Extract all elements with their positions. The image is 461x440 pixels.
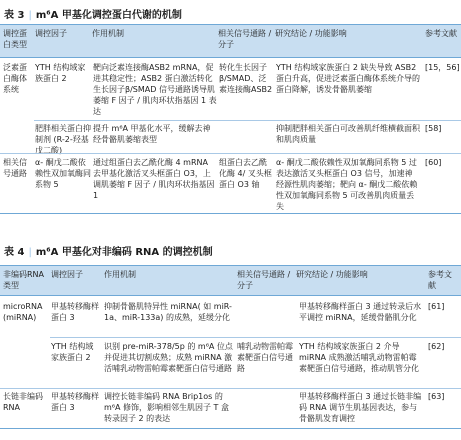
- table-3-row-1-type: 泛素蛋白酶体系统: [3, 63, 27, 94]
- table-3-bottom-rule: [0, 213, 461, 214]
- table-3-row-3-pathway: 组蛋白去乙酰化酶 4/ 叉头框蛋白 O3 轴: [219, 158, 272, 189]
- table-3-row-3-reference: [60]: [425, 158, 442, 167]
- row-divider: [50, 337, 461, 338]
- table-3-number: 表 3: [4, 10, 25, 21]
- table-4-row-2-mechanism: 识别 pre-miR-378/5p 的 m⁶A 位点并促进其切割成熟；成熟 miRNA 激活哺乳动物雷帕霉素靶蛋白信号通路: [104, 342, 233, 373]
- row-divider: [0, 153, 461, 154]
- header-conclusion: 研究结论 / 功能影响: [296, 270, 368, 279]
- header-mechanism: 作用机制: [104, 270, 136, 279]
- table-3-row-1-conclusion: YTH 结构域家族蛋白 2 缺失导致 ASB2 蛋白升高，促进泛素蛋白酶体系统介导的蛋白降解，诱发骨骼肌萎缩: [276, 63, 420, 94]
- table-3-caption: m⁶A 甲基化调控蛋白代谢的机制: [35, 10, 182, 21]
- table-3-row-3-type: 相关信号通路: [3, 158, 27, 178]
- table-4-header: [0, 265, 461, 296]
- table-4-row-3-conclusion: 甲基转移酶样蛋白 3 通过长链非编码 RNA 调节生肌基因表达，参与骨骼肌发育调控: [299, 392, 422, 423]
- table-4-row-2-pathway: 哺乳动物雷帕霉素靶蛋白信号通路: [237, 342, 293, 373]
- table-4-row-1-type: microRNA (miRNA): [3, 302, 43, 322]
- table-4-row-3-mechanism: 调控长链非编码 RNA Brip1os 的 m⁶A 修饰，影响相邻生肌因子 T 盒转录因子 2 的表达: [104, 392, 229, 423]
- table-3-row-1-reference: [15，56]: [425, 63, 460, 72]
- table-4-row-2-regulator: YTH 结构域家族蛋白 2: [51, 342, 94, 362]
- table-4-row-3-reference: [63]: [428, 392, 445, 401]
- table-3-row-2-conclusion: 抑制肥胖相关蛋白可改善肌纤维横截面积和肌肉质量: [276, 124, 420, 144]
- header-reference: 参考文献: [428, 270, 452, 290]
- table-4-title: 表 4 | m⁶A 甲基化对非编码 RNA 的调控机制: [4, 247, 213, 258]
- table-4-row-1-reference: [61]: [428, 302, 445, 311]
- header-regulator: 调控因子: [51, 270, 83, 279]
- table-4-row-1-regulator: 甲基转移酶样蛋白 3: [51, 302, 99, 322]
- table-4-row-1-conclusion: 甲基转移酶样蛋白 3 通过转录后水平调控 miRNA，延缓骨骼肌分化: [299, 302, 422, 322]
- header-ncrna-type: 非编码RNA 类型: [3, 270, 45, 290]
- table-3-row-3-regulator: α- 酮戊二酸依赖性双加氧酶同系物 5: [35, 158, 91, 189]
- table-3-header: [0, 24, 461, 58]
- header-reference: 参考文献: [425, 29, 457, 38]
- table-4-row-3-regulator: 甲基转移酶样蛋白 3: [51, 392, 99, 412]
- table-4-row-2-conclusion: YTH 结构域家族蛋白 2 介导 miRNA 成熟激活哺乳动物雷帕霉素靶蛋白信号通路，推动肌管分化: [299, 342, 419, 373]
- table-3-row-1-mechanism: 靶向泛素连接酶ASB2 mRNA，促进其稳定性；ASB2 蛋白激活转化生长因子β/SMAD 信号通路诱导肌萎缩 F 因子 / 肌肉环状指基因 1 表达: [93, 63, 217, 116]
- table-3-row-2-reference: [58]: [425, 124, 442, 133]
- header-pathway: 相关信号通路 / 分子: [218, 29, 272, 49]
- header-conclusion: 研究结论 / 功能影响: [275, 29, 347, 38]
- table-4-row-1-mechanism: 抑制骨骼肌特异性 miRNA( 如 miR-1a、miR-133a) 的成熟，延缓分化: [104, 302, 232, 322]
- row-divider: [0, 388, 461, 389]
- table-4-caption: m⁶A 甲基化对非编码 RNA 的调控机制: [35, 247, 213, 258]
- header-type: 调控蛋白类型: [3, 29, 27, 49]
- header-mechanism: 作用机制: [92, 29, 124, 38]
- table-3-title: 表 3 | m⁶A 甲基化调控蛋白代谢的机制: [4, 10, 182, 21]
- row-divider: [34, 120, 461, 121]
- table-3-row-1-regulator: YTH 结构域家族蛋白 2: [35, 63, 86, 83]
- table-3-row-2-mechanism: 提升 m⁶A 甲基化水平，缓解去神经骨骼肌萎缩表型: [93, 124, 211, 144]
- header-pathway: 相关信号通路 / 分子: [237, 270, 291, 290]
- table-3-row-2-regulator: 肥胖相关蛋白抑制剂 (R-2-羟基戊二酸): [35, 124, 91, 155]
- table-3-row-3-conclusion: α- 酮戊二酸依赖性双加氧酶同系物 5 过表达激活叉头框蛋白 O3 信号，加速神经源性肌肉萎缩；靶向 α- 酮戊二酸依赖性双加氧酶同系物 5 可改善肌肉质量丢失: [276, 158, 418, 211]
- table-3-row-1-pathway: 转化生长因子β/SMAD、泛素连接酶ASB2: [219, 63, 273, 94]
- table-4-row-2-reference: [62]: [428, 342, 445, 351]
- header-regulator: 调控因子: [35, 29, 67, 38]
- table-4-number: 表 4: [4, 247, 25, 258]
- table-4-bottom-rule: [0, 428, 461, 429]
- table-3-row-3-mechanism: 通过组蛋白去乙酰化酶 4 mRNA 去甲基化激活叉头框蛋白 O3，上调肌萎缩 F 因子 / 肌肉环状指基因 1: [93, 158, 215, 200]
- table-4-row-3-type: 长链非编码RNA: [3, 392, 43, 412]
